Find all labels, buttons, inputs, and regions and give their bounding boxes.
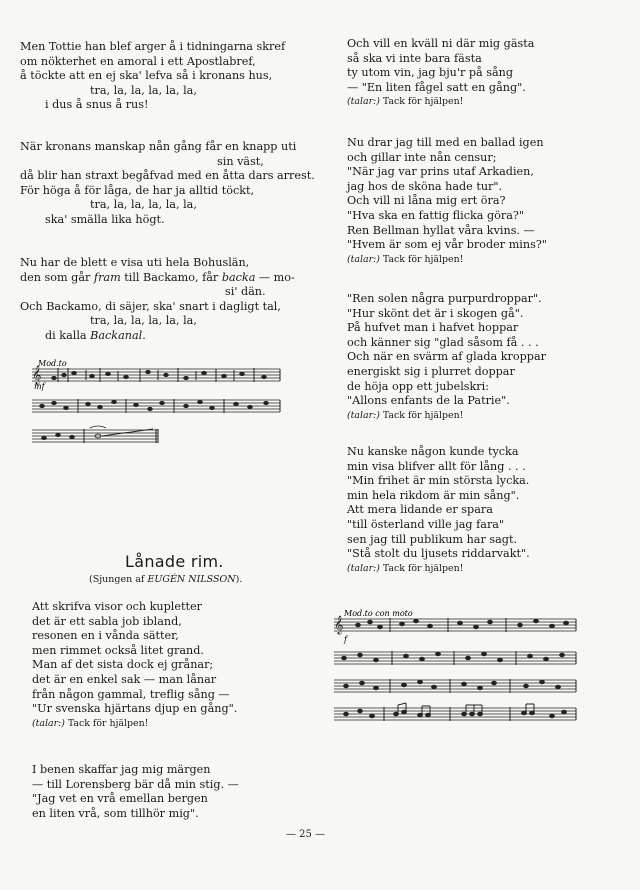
verse-line: och gillar inte nån censur; bbox=[347, 150, 497, 164]
verse-line bbox=[20, 271, 295, 286]
verse-line: ty utom vin, jag bju'r på sång bbox=[347, 66, 514, 80]
spoken-line bbox=[32, 717, 237, 732]
verse-line: från någon gammal, treflig sång — bbox=[32, 687, 230, 701]
verse-line: och känner sig "glad såsom få . . . bbox=[347, 335, 539, 349]
verse-line: När kronans manskap nån gång får en knapp uti bbox=[20, 140, 297, 153]
verse-line: resonen en i vånda sätter, bbox=[32, 629, 179, 643]
talar-text: Tack för hjälpen! bbox=[382, 562, 464, 574]
right-stanza-3 bbox=[347, 292, 546, 423]
talar-label: (talar:) bbox=[347, 253, 380, 265]
dynamic-marking: mf bbox=[34, 382, 45, 391]
verse-line: För höga å för låga, de har ja alltid töckt, bbox=[20, 183, 255, 197]
verse-line: "Hvem är som ej vår broder mins?" bbox=[347, 238, 547, 252]
right-sheet-music bbox=[330, 608, 580, 728]
verse-text-italic: backa bbox=[221, 270, 256, 284]
verse-line: Och vill ni låna mig ert öra? bbox=[347, 194, 506, 208]
spoken-line bbox=[347, 95, 534, 110]
verse-line bbox=[20, 329, 295, 344]
talar-label: (talar:) bbox=[347, 96, 380, 108]
verse-line: Att mera lidande er spara bbox=[347, 503, 493, 517]
music-notes bbox=[32, 365, 280, 443]
verse-line: det är en enkel sak — man lånar bbox=[32, 672, 217, 686]
dynamic-marking: f bbox=[344, 635, 347, 644]
left-stanza-1 bbox=[20, 40, 285, 113]
verse-line: ska' smälla lika högt. bbox=[45, 212, 165, 226]
subtitle-text: (Sjungen af bbox=[89, 574, 148, 585]
talar-text: Tack för hjälpen! bbox=[382, 409, 464, 421]
verse-line: "Min frihet är min största lycka. bbox=[347, 474, 530, 488]
verse-line: sen jag till publikum har sagt. bbox=[347, 532, 518, 546]
verse-line: si' dän. bbox=[225, 285, 266, 299]
verse-line: "Hva ska en fattig flicka göra?" bbox=[347, 208, 525, 222]
verse-line: Ren Bellman hyllat våra kvins. — bbox=[347, 223, 535, 237]
left-stanza-4 bbox=[32, 600, 237, 731]
verse-line: "Allons enfants de la Patrie". bbox=[347, 394, 510, 408]
page-number: — 25 — bbox=[286, 829, 326, 840]
verse-line: en liten vrå, som tillhör mig". bbox=[32, 806, 199, 820]
verse-line: "Ur svenska hjärtans djup en gång". bbox=[32, 702, 238, 716]
talar-text: Tack för hjälpen! bbox=[67, 717, 149, 729]
left-sheet-music bbox=[28, 356, 288, 446]
tempo-marking: Mod.to con moto bbox=[344, 609, 413, 618]
verse-text: till Backamo, får bbox=[120, 270, 222, 284]
spoken-line bbox=[347, 253, 547, 268]
verse-line: I benen skaffar jag mig märgen bbox=[32, 763, 211, 776]
song-subtitle bbox=[89, 574, 242, 585]
verse-line: min visa blifver allt för lång . . . bbox=[347, 459, 526, 473]
talar-label: (talar:) bbox=[347, 562, 380, 574]
right-stanza-2 bbox=[347, 136, 547, 267]
staff-2 bbox=[334, 652, 576, 664]
spoken-line bbox=[347, 562, 530, 577]
verse-line: de höja opp ett jubelskri: bbox=[347, 379, 490, 393]
verse-line: tra, la, la, la, la, la, bbox=[90, 83, 197, 97]
verse-line: Man af det sista dock ej grånar; bbox=[32, 658, 214, 672]
verse-line: "Hur skönt det är i skogen gå". bbox=[347, 306, 524, 320]
verse-line: om nökterhet en amoral i ett Apostlabref, bbox=[20, 54, 256, 68]
verse-line: sin väst, bbox=[217, 154, 264, 168]
left-stanza-3 bbox=[20, 256, 295, 344]
verse-text: — mo- bbox=[255, 270, 295, 284]
right-stanza-4 bbox=[347, 445, 530, 576]
verse-line: "Jag vet en vrå emellan bergen bbox=[32, 792, 208, 806]
verse-line: i dus å snus å rus! bbox=[45, 98, 149, 112]
verse-text-italic: fram bbox=[93, 270, 121, 284]
spoken-line bbox=[347, 409, 546, 424]
verse-line: "till österland ville jag fara" bbox=[347, 517, 505, 531]
staff-2 bbox=[32, 400, 280, 412]
verse-line: å töckte att en ej ska' lefva så i kronans hus, bbox=[20, 69, 273, 83]
verse-text: di kalla bbox=[45, 328, 91, 342]
verse-line: men rimmet också litet grand. bbox=[32, 643, 204, 657]
verse-line: energiskt sig i plurret doppar bbox=[347, 364, 515, 378]
verse-text-italic: Backanal. bbox=[90, 328, 146, 342]
verse-line: Och Backamo, di säjer, ska' snart i dagligt tal, bbox=[20, 299, 281, 313]
verse-line: så ska vi inte bara fästa bbox=[347, 51, 482, 65]
left-stanza-5 bbox=[32, 763, 239, 821]
verse-line: — till Lorensberg bär då min stig. — bbox=[32, 777, 239, 791]
tempo-marking: Mod.to bbox=[38, 359, 67, 368]
svg-text:𝄞: 𝄞 bbox=[32, 365, 42, 384]
svg-text:𝄞: 𝄞 bbox=[334, 615, 344, 634]
verse-line: "Ren solen några purpurdroppar". bbox=[347, 292, 542, 305]
left-stanza-2 bbox=[20, 140, 315, 228]
verse-text: den som går bbox=[20, 270, 94, 284]
verse-line: det är ett sabla job ibland, bbox=[32, 614, 182, 628]
right-stanza-1 bbox=[347, 37, 534, 110]
verse-line: "När jag var prins utaf Arkadien, bbox=[347, 165, 534, 179]
singer-name: EUGÉN NILSSON bbox=[147, 574, 236, 585]
talar-label: (talar:) bbox=[347, 409, 380, 421]
verse-line: Och vill en kväll ni där mig gästa bbox=[347, 37, 535, 50]
talar-label: (talar:) bbox=[32, 717, 65, 729]
subtitle-text: ). bbox=[235, 574, 243, 585]
verse-line: min hela rikdom är min sång". bbox=[347, 488, 520, 502]
verse-line: På hufvet man i hafvet hoppar bbox=[347, 321, 519, 335]
verse-line: tra, la, la, la, la, la, bbox=[90, 314, 197, 328]
song-title: Lånade rim. bbox=[125, 552, 224, 571]
talar-text: Tack för hjälpen! bbox=[382, 96, 464, 108]
verse-line: tra, la, la, la, la, la, bbox=[90, 198, 197, 212]
verse-line: "Stå stolt du ljusets riddarvakt". bbox=[347, 547, 530, 561]
talar-text: Tack för hjälpen! bbox=[382, 253, 464, 265]
verse-line: Men Tottie han blef arger å i tidningarna skref bbox=[20, 40, 286, 53]
verse-line: — "En liten fågel satt en gång". bbox=[347, 80, 526, 94]
verse-line: jag hos de sköna hade tur". bbox=[347, 179, 503, 193]
verse-line: Nu drar jag till med en ballad igen bbox=[347, 136, 544, 149]
verse-line: Nu har de blett e visa uti hela Bohuslän, bbox=[20, 256, 250, 269]
verse-line: då blir han straxt begåfvad med en åtta dars arrest. bbox=[20, 169, 315, 183]
verse-line: Nu kanske någon kunde tycka bbox=[347, 445, 519, 458]
staff-4 bbox=[334, 708, 576, 720]
verse-line: Och när en svärm af glada kroppar bbox=[347, 350, 546, 364]
verse-line: Att skrifva visor och kupletter bbox=[32, 600, 202, 613]
